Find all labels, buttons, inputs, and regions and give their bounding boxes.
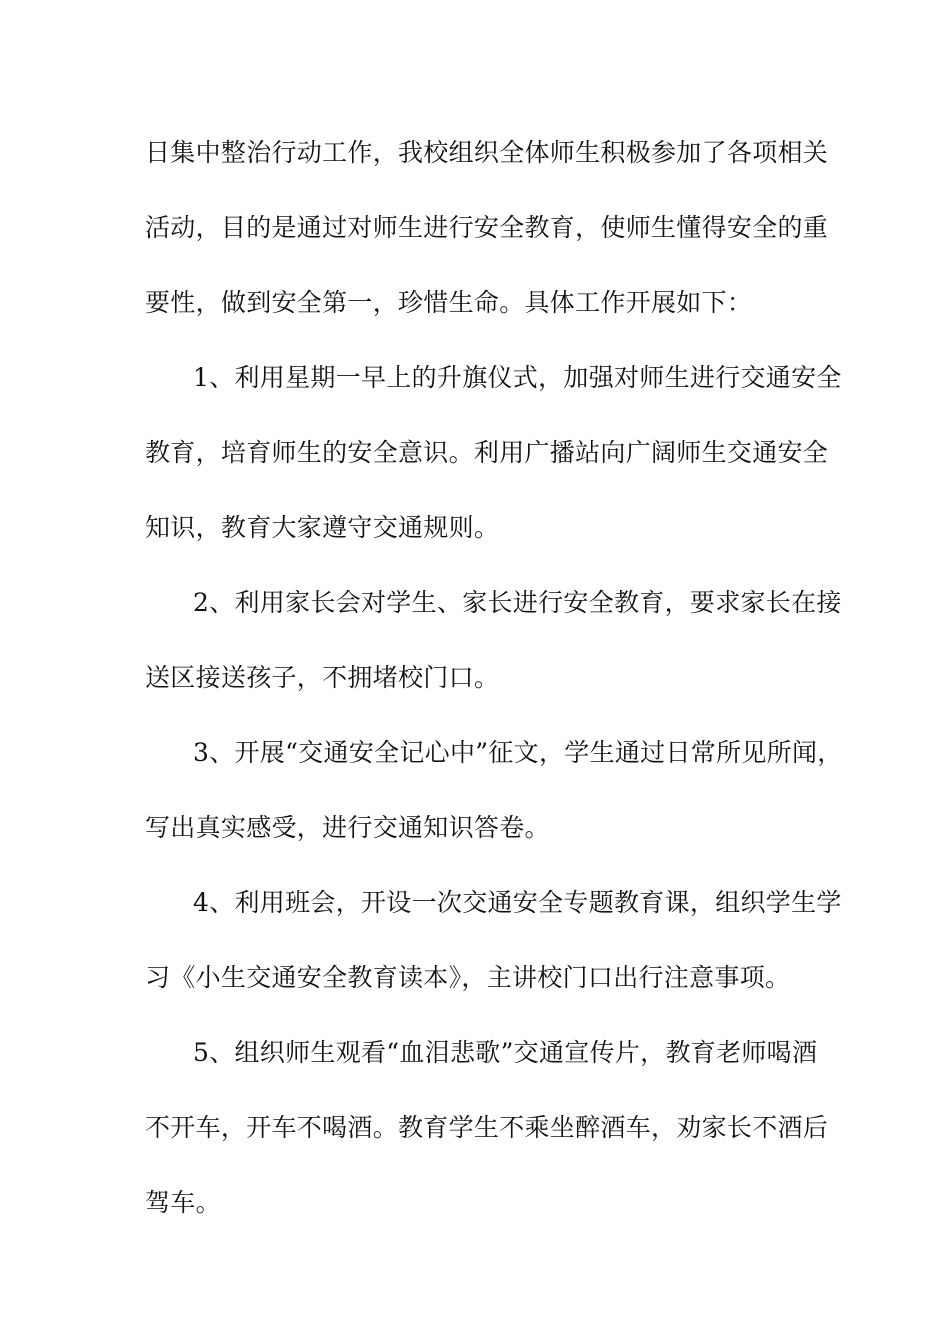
paragraph-1-line: 1、利用星期一早上的升旗仪式，加强对师生进行交通安全 (193, 363, 842, 392)
text-line: 教育，培育师生的安全意识。利用广播站向广阔师生交通安全 (145, 438, 829, 467)
text-line: 要性，做到安全第一，珍惜生命。具体工作开展如下： (145, 288, 753, 317)
text-line: 不开车，开车不喝酒。教育学生不乘坐醉酒车，劝家长不酒后 (145, 1113, 829, 1142)
paragraph-3-line: 3、开展“交通安全记心中”征文，学生通过日常所见所闻， (193, 738, 843, 767)
paragraph-2-line: 2、利用家长会对学生、家长进行安全教育，要求家长在接 (193, 588, 842, 617)
paragraph-5-line: 5、组织师生观看“血泪悲歌”交通宣传片，教育老师喝酒 (193, 1038, 818, 1067)
text-line: 日集中整治行动工作，我校组织全体师生积极参加了各项相关 (145, 138, 829, 167)
text-line: 写出真实感受，进行交通知识答卷。 (145, 813, 550, 842)
text-line: 送区接送孩子，不拥堵校门口。 (145, 663, 500, 692)
text-line: 驾车。 (145, 1188, 221, 1217)
text-line: 活动，目的是通过对师生进行安全教育，使师生懂得安全的重 (145, 213, 829, 242)
paragraph-4-line: 4、利用班会，开设一次交通安全专题教育课，组织学生学 (193, 888, 842, 917)
text-line: 知识，教育大家遵守交通规则。 (145, 513, 500, 542)
text-line: 习《小生交通安全教育读本》，主讲校门口出行注意事项。 (145, 963, 791, 992)
